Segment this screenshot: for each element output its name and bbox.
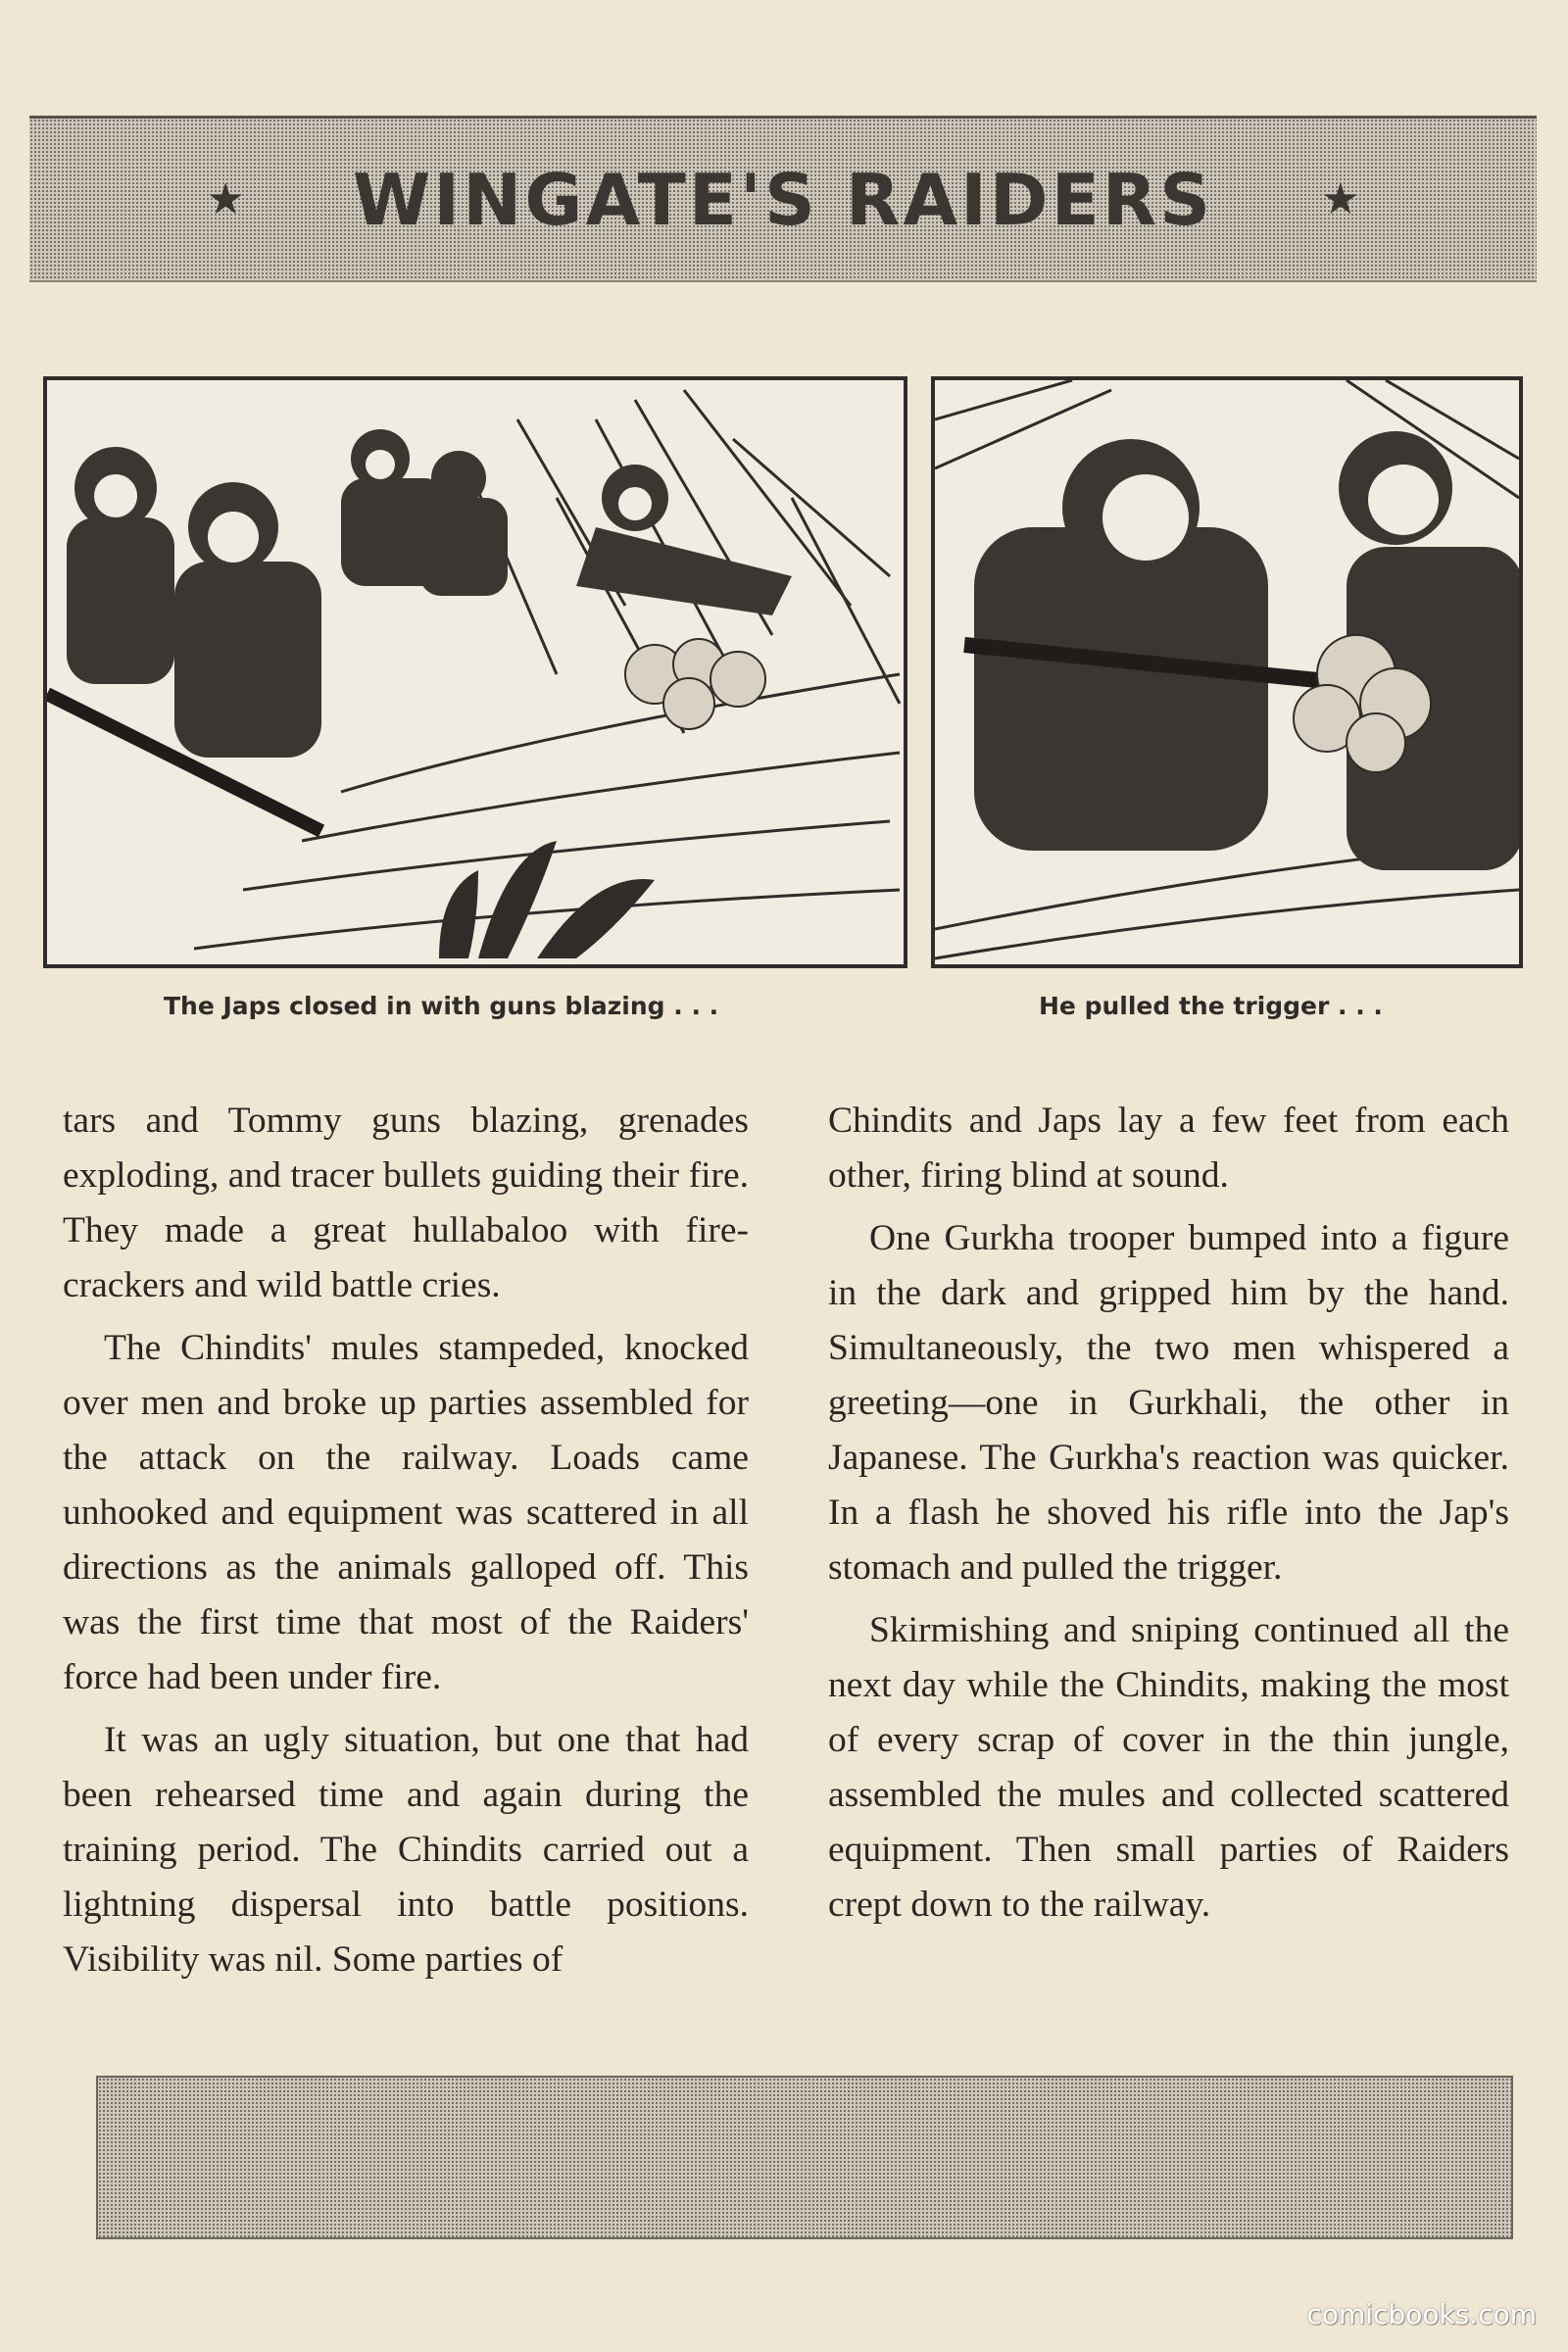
paragraph: tars and Tommy guns blazing, grenades exploding, and tracer bullets guiding their fire. They made a great hullabaloo with fire-crackers and wild battle cries.: [63, 1101, 749, 1305]
article-column-right: [828, 1094, 1509, 1940]
article-column-left: [63, 1094, 749, 1995]
comic-panel-battle: [43, 376, 907, 968]
title-banner: [29, 116, 1537, 282]
paragraph: One Gurkha trooper bumped into a figure in the dark and gripped him by the hand. Simultaneously, the two men whispered a greeting—one in Gurkhali, the other in Japanese. The Gurkha's reaction was quicker. In a flash he shoved his rifle into the Jap's stomach and pulled the trigger.: [828, 1218, 1509, 1588]
bottom-halftone-box: [96, 2076, 1513, 2239]
star-icon-right: ★: [1321, 174, 1360, 224]
paragraph: Skirmishing and sniping continued all the next day while the Chindits, making the most of every scrap of cover in the thin jungle, assembled the mules and collected scattered equipment. Then small parties of Raiders crept down to the railway.: [828, 1610, 1509, 1925]
panel-caption-2: He pulled the trigger . . .: [1039, 992, 1383, 1020]
panel-caption-1: The Japs closed in with guns blazing . . .: [164, 992, 719, 1020]
paragraph: The Chindits' mules stampeded, knocked over men and broke up parties assembled for the attack on the railway. Loads came unhooked and equipment was scattered in all directions as the animals galloped off. This was the first time that most of the Raiders' force had been under fire.: [63, 1328, 749, 1697]
battle-illustration-icon: [47, 380, 904, 964]
paragraph: It was an ugly situation, but one that had been rehearsed time and again during the training period. The Chindits carried out a lightning dispersal into battle positions. Visibility was nil. Some parties of: [63, 1720, 749, 1980]
gurkha-rifle-illustration-icon: [935, 380, 1519, 964]
comic-panel-gurkha: [931, 376, 1523, 968]
star-icon-left: ★: [206, 174, 245, 224]
watermark: comicbooks.com: [1306, 2298, 1537, 2330]
page-title: WINGATE'S RAIDERS: [352, 158, 1214, 241]
paragraph: Chindits and Japs lay a few feet from each other, firing blind at sound.: [828, 1101, 1509, 1196]
